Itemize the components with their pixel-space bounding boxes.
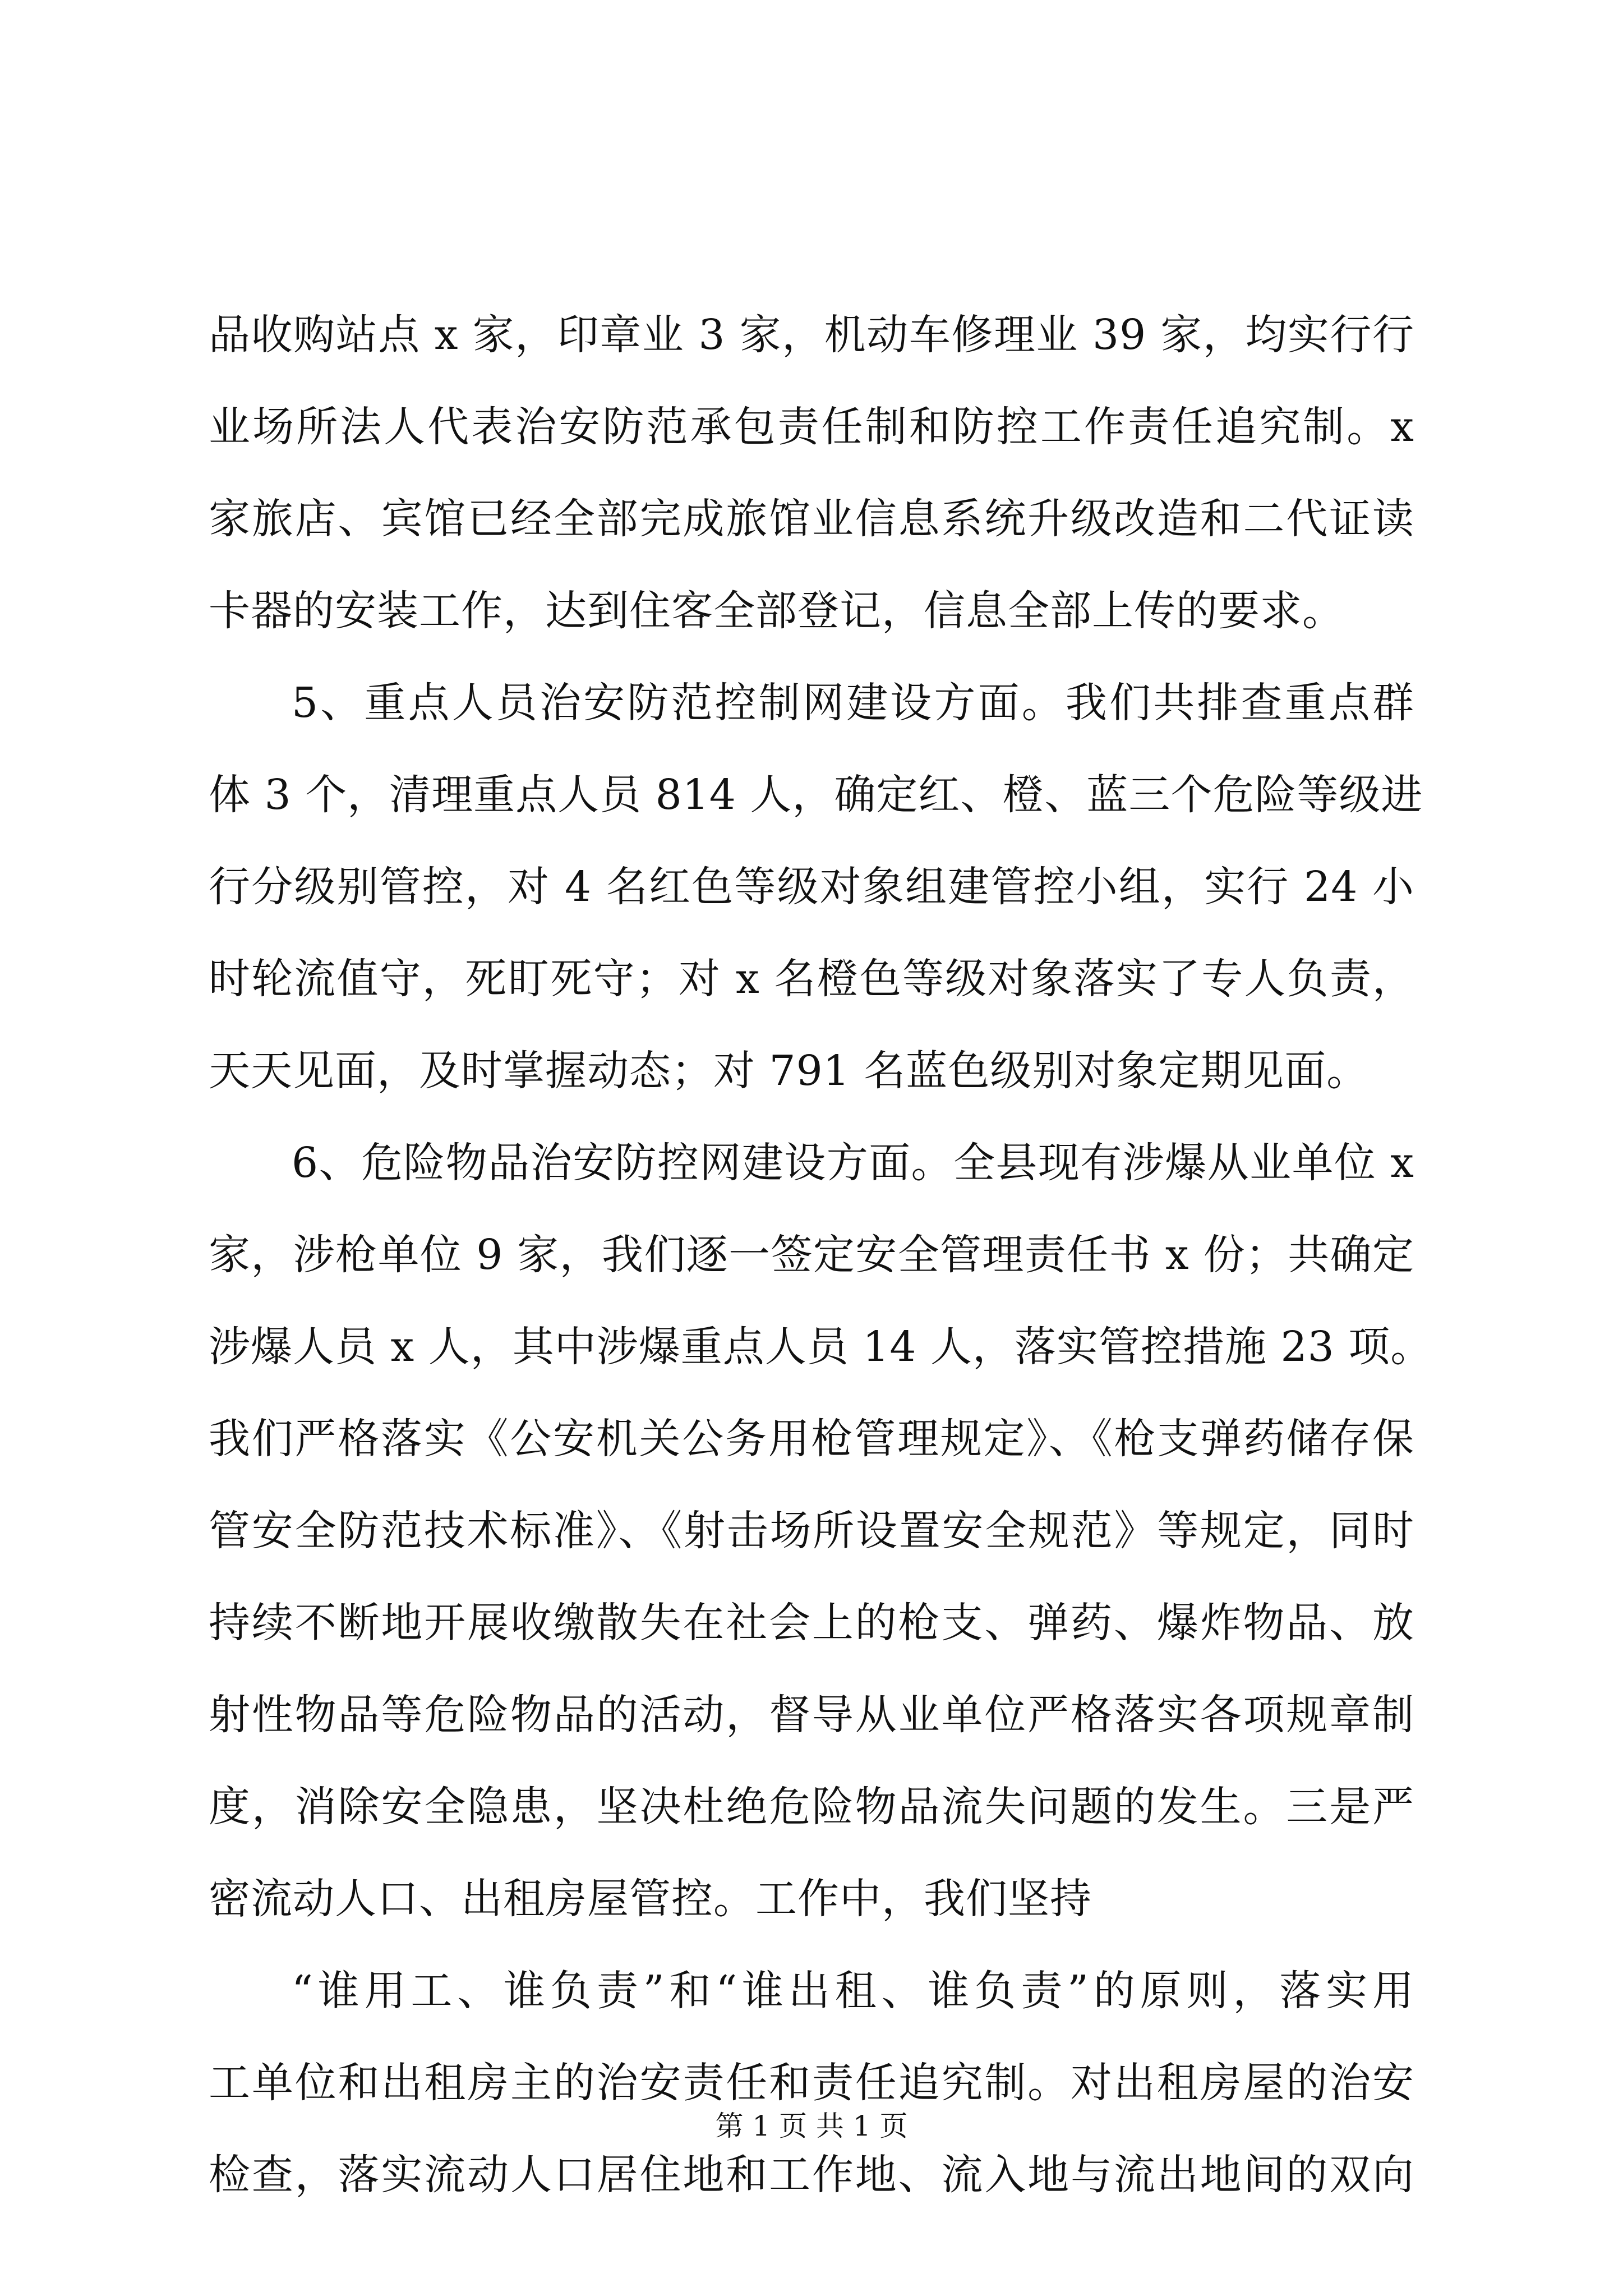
text-line: 密流动人口、出租房屋管控。工作中，我们坚持 xyxy=(209,1875,1092,1923)
text-line: 品收购站点 x 家，印章业 3 家，机动车修理业 39 家，均实行行 xyxy=(209,311,1414,359)
text-line: 射性物品等危险物品的活动，督导从业单位严格落实各项规章制 xyxy=(209,1691,1414,1739)
text-line: 业场所法人代表治安防范承包责任制和防控工作责任追究制。x xyxy=(209,403,1414,451)
text-line: 5、重点人员治安防范控制网建设方面。我们共排查重点群 xyxy=(292,679,1414,727)
document-body xyxy=(209,289,1433,2221)
text-line: 家，涉枪单位 9 家，我们逐一签定安全管理责任书 x 份；共确定 xyxy=(209,1231,1414,1279)
text-line: “谁用工、谁负责”和“谁出租、谁负责”的原则，落实用 xyxy=(292,1967,1414,2015)
text-line: 检查，落实流动人口居住地和工作地、流入地与流出地间的双向 xyxy=(209,2151,1414,2199)
text-line: 卡器的安装工作，达到住客全部登记，信息全部上传的要求。 xyxy=(209,587,1344,635)
text-line: 体 3 个，清理重点人员 814 人，确定红、橙、蓝三个危险等级进 xyxy=(209,771,1423,819)
text-line: 6、危险物品治安防控网建设方面。全县现有涉爆从业单位 x xyxy=(292,1139,1414,1187)
text-line: 家旅店、宾馆已经全部完成旅馆业信息系统升级改造和二代证读 xyxy=(209,495,1414,543)
text-line: 持续不断地开展收缴散失在社会上的枪支、弹药、爆炸物品、放 xyxy=(209,1599,1414,1647)
text-line: 管安全防范技术标准》、《射击场所设置安全规范》等规定，同时 xyxy=(209,1507,1414,1555)
text-line: 时轮流值守，死盯死守；对 x 名橙色等级对象落实了专人负责， xyxy=(209,955,1414,1003)
text-line: 我们严格落实《公安机关公务用枪管理规定》、《枪支弹药储存保 xyxy=(209,1415,1414,1463)
text-line: 涉爆人员 x 人，其中涉爆重点人员 14 人，落实管控措施 23 项。 xyxy=(209,1323,1433,1371)
page-footer: 第 1 页 共 1 页 xyxy=(715,2110,908,2142)
text-line: 度，消除安全隐患，坚决杜绝危险物品流失问题的发生。三是严 xyxy=(209,1783,1414,1831)
text-line: 天天见面，及时掌握动态；对 791 名蓝色级别对象定期见面。 xyxy=(209,1047,1369,1095)
text-line: 行分级别管控，对 4 名红色等级对象组建管控小组，实行 24 小 xyxy=(209,863,1414,911)
text-line: 工单位和出租房主的治安责任和责任追究制。对出租房屋的治安 xyxy=(209,2059,1414,2107)
